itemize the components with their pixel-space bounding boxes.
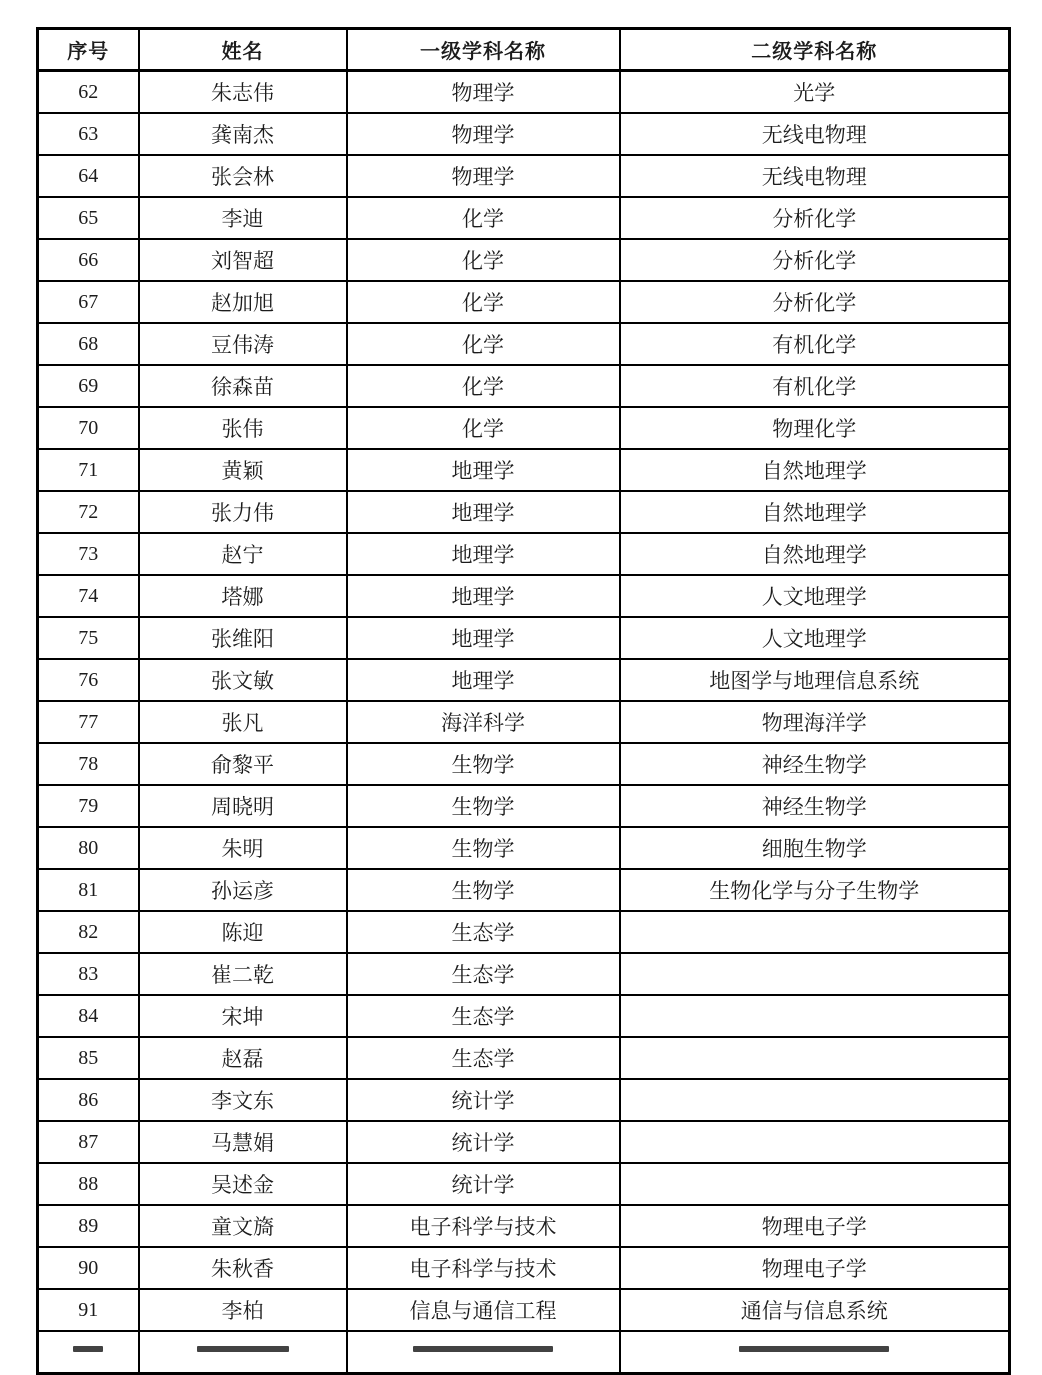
cell-no: 87: [38, 1121, 139, 1163]
table-row: [38, 449, 1010, 491]
cell-discipline2: 自然地理学: [620, 491, 1010, 533]
clipped-text-smudge: [739, 1346, 889, 1352]
table-row: [38, 1121, 1010, 1163]
cell-no: 91: [38, 1289, 139, 1331]
cell-discipline1: 化学: [347, 323, 620, 365]
table-row: [38, 995, 1010, 1037]
cell-discipline1: 化学: [347, 365, 620, 407]
cell-no: 65: [38, 197, 139, 239]
cell-no: 80: [38, 827, 139, 869]
cell-discipline1: 统计学: [347, 1121, 620, 1163]
cell-name: 赵加旭: [139, 281, 347, 323]
table-row: [38, 113, 1010, 155]
cell-name: 赵宁: [139, 533, 347, 575]
cell-no: 88: [38, 1163, 139, 1205]
table-row: [38, 785, 1010, 827]
cell-discipline2: 通信与信息系统: [620, 1289, 1010, 1331]
cell-discipline1: 生物学: [347, 743, 620, 785]
cell-discipline1: 生态学: [347, 953, 620, 995]
cell-discipline1: 统计学: [347, 1079, 620, 1121]
table-row: [38, 869, 1010, 911]
cell-name: 赵磊: [139, 1037, 347, 1079]
cell-discipline2: 神经生物学: [620, 743, 1010, 785]
cell-discipline1: 生物学: [347, 827, 620, 869]
cell-no: 62: [38, 71, 139, 114]
table-row: [38, 491, 1010, 533]
header-cell-discipline1: 一级学科名称: [347, 29, 620, 71]
table-row: [38, 155, 1010, 197]
cell-no: 66: [38, 239, 139, 281]
table-row: [38, 239, 1010, 281]
cell-no: 83: [38, 953, 139, 995]
table-row: [38, 827, 1010, 869]
cell-discipline2: 分析化学: [620, 197, 1010, 239]
cell-discipline1: 统计学: [347, 1163, 620, 1205]
cell-name: 张凡: [139, 701, 347, 743]
cell-no: 64: [38, 155, 139, 197]
cell-discipline1: 物理学: [347, 113, 620, 155]
table-row: [38, 365, 1010, 407]
cell-discipline2: 生物化学与分子生物学: [620, 869, 1010, 911]
cell-no: 90: [38, 1247, 139, 1289]
cell-discipline1: 地理学: [347, 533, 620, 575]
cell-no: 79: [38, 785, 139, 827]
cell-discipline2: [620, 1037, 1010, 1079]
clipped-text-smudge: [73, 1346, 103, 1352]
table-row: [38, 1247, 1010, 1289]
cell-no: 84: [38, 995, 139, 1037]
cell-discipline2: 分析化学: [620, 281, 1010, 323]
cell-discipline1: 生物学: [347, 869, 620, 911]
table-row: [38, 407, 1010, 449]
cell-discipline1: 生物学: [347, 785, 620, 827]
header-cell-no: 序号: [38, 29, 139, 71]
cell-discipline2: 神经生物学: [620, 785, 1010, 827]
cell-no: 74: [38, 575, 139, 617]
cell-discipline1: 电子科学与技术: [347, 1205, 620, 1247]
cell-name: 张力伟: [139, 491, 347, 533]
cell-discipline2: 光学: [620, 71, 1010, 114]
cell-name: 朱秋香: [139, 1247, 347, 1289]
table-row: [38, 323, 1010, 365]
cell-discipline1: 化学: [347, 239, 620, 281]
cell-name: 李柏: [139, 1289, 347, 1331]
cell-name: 张文敏: [139, 659, 347, 701]
cell-discipline2: 无线电物理: [620, 113, 1010, 155]
cell-no: 77: [38, 701, 139, 743]
cell-discipline2: 自然地理学: [620, 533, 1010, 575]
cell-discipline1: 海洋科学: [347, 701, 620, 743]
cell-discipline2: 物理化学: [620, 407, 1010, 449]
cell-no: 78: [38, 743, 139, 785]
cell-discipline2: 物理海洋学: [620, 701, 1010, 743]
cell-no: 75: [38, 617, 139, 659]
cell-no: 69: [38, 365, 139, 407]
cell-discipline2: 分析化学: [620, 239, 1010, 281]
cell-discipline1: 地理学: [347, 491, 620, 533]
discipline-roster: [36, 27, 1011, 1375]
cell-no: 73: [38, 533, 139, 575]
clipped-text-smudge: [413, 1346, 553, 1352]
partial-cell: [38, 1331, 139, 1374]
clipped-text-smudge: [197, 1346, 289, 1352]
partial-next-row: [38, 1331, 1010, 1374]
cell-discipline1: 地理学: [347, 617, 620, 659]
header-cell-name: 姓名: [139, 29, 347, 71]
cell-no: 85: [38, 1037, 139, 1079]
cell-name: 陈迎: [139, 911, 347, 953]
cell-name: 黄颖: [139, 449, 347, 491]
table-row: [38, 1289, 1010, 1331]
cell-discipline2: 地图学与地理信息系统: [620, 659, 1010, 701]
cell-name: 周晓明: [139, 785, 347, 827]
header-row: [38, 29, 1010, 71]
cell-discipline1: 地理学: [347, 659, 620, 701]
cell-no: 70: [38, 407, 139, 449]
cell-no: 89: [38, 1205, 139, 1247]
cell-discipline1: 信息与通信工程: [347, 1289, 620, 1331]
cell-discipline1: 化学: [347, 407, 620, 449]
cell-name: 李迪: [139, 197, 347, 239]
header-cell-discipline2: 二级学科名称: [620, 29, 1010, 71]
cell-discipline2: 人文地理学: [620, 575, 1010, 617]
cell-name: 张伟: [139, 407, 347, 449]
table-row: [38, 659, 1010, 701]
cell-no: 63: [38, 113, 139, 155]
cell-discipline2: 物理电子学: [620, 1247, 1010, 1289]
table-row: [38, 953, 1010, 995]
cell-name: 崔二乾: [139, 953, 347, 995]
cell-name: 朱志伟: [139, 71, 347, 114]
table-body: [38, 71, 1010, 1374]
cell-name: 龚南杰: [139, 113, 347, 155]
table-row: [38, 533, 1010, 575]
cell-name: 童文旖: [139, 1205, 347, 1247]
table-row: [38, 197, 1010, 239]
cell-discipline2: 有机化学: [620, 365, 1010, 407]
cell-discipline2: 物理电子学: [620, 1205, 1010, 1247]
cell-discipline2: [620, 1163, 1010, 1205]
cell-no: 68: [38, 323, 139, 365]
table-row: [38, 743, 1010, 785]
partial-cell: [139, 1331, 347, 1374]
cell-discipline2: 细胞生物学: [620, 827, 1010, 869]
table-row: [38, 71, 1010, 114]
cell-discipline2: [620, 1121, 1010, 1163]
cell-no: 81: [38, 869, 139, 911]
cell-no: 71: [38, 449, 139, 491]
cell-name: 马慧娟: [139, 1121, 347, 1163]
cell-discipline1: 地理学: [347, 449, 620, 491]
table-row: [38, 1205, 1010, 1247]
cell-discipline1: 生态学: [347, 995, 620, 1037]
table-row: [38, 1163, 1010, 1205]
cell-no: 86: [38, 1079, 139, 1121]
cell-name: 刘智超: [139, 239, 347, 281]
cell-discipline1: 物理学: [347, 155, 620, 197]
table-row: [38, 911, 1010, 953]
cell-name: 张维阳: [139, 617, 347, 659]
cell-name: 俞黎平: [139, 743, 347, 785]
cell-discipline1: 电子科学与技术: [347, 1247, 620, 1289]
cell-discipline2: 自然地理学: [620, 449, 1010, 491]
cell-discipline2: [620, 995, 1010, 1037]
cell-no: 67: [38, 281, 139, 323]
cell-no: 82: [38, 911, 139, 953]
cell-discipline2: [620, 953, 1010, 995]
table-row: [38, 281, 1010, 323]
table-row: [38, 701, 1010, 743]
cell-name: 徐森苗: [139, 365, 347, 407]
table-row: [38, 617, 1010, 659]
discipline-table: [36, 27, 1011, 1375]
table-header: [38, 29, 1010, 71]
cell-discipline1: 生态学: [347, 911, 620, 953]
cell-discipline1: 物理学: [347, 71, 620, 114]
cell-name: 李文东: [139, 1079, 347, 1121]
cell-discipline2: [620, 1079, 1010, 1121]
cell-name: 塔娜: [139, 575, 347, 617]
table-row: [38, 1079, 1010, 1121]
table-row: [38, 1037, 1010, 1079]
cell-discipline2: [620, 911, 1010, 953]
cell-discipline2: 有机化学: [620, 323, 1010, 365]
cell-name: 孙运彦: [139, 869, 347, 911]
cell-discipline1: 化学: [347, 281, 620, 323]
table-row: [38, 575, 1010, 617]
cell-discipline2: 人文地理学: [620, 617, 1010, 659]
cell-discipline2: 无线电物理: [620, 155, 1010, 197]
cell-discipline1: 地理学: [347, 575, 620, 617]
partial-cell: [620, 1331, 1010, 1374]
cell-discipline1: 生态学: [347, 1037, 620, 1079]
partial-cell: [347, 1331, 620, 1374]
cell-no: 76: [38, 659, 139, 701]
cell-name: 豆伟涛: [139, 323, 347, 365]
cell-name: 朱明: [139, 827, 347, 869]
cell-no: 72: [38, 491, 139, 533]
cell-name: 宋坤: [139, 995, 347, 1037]
cell-name: 吴述金: [139, 1163, 347, 1205]
cell-discipline1: 化学: [347, 197, 620, 239]
cell-name: 张会林: [139, 155, 347, 197]
